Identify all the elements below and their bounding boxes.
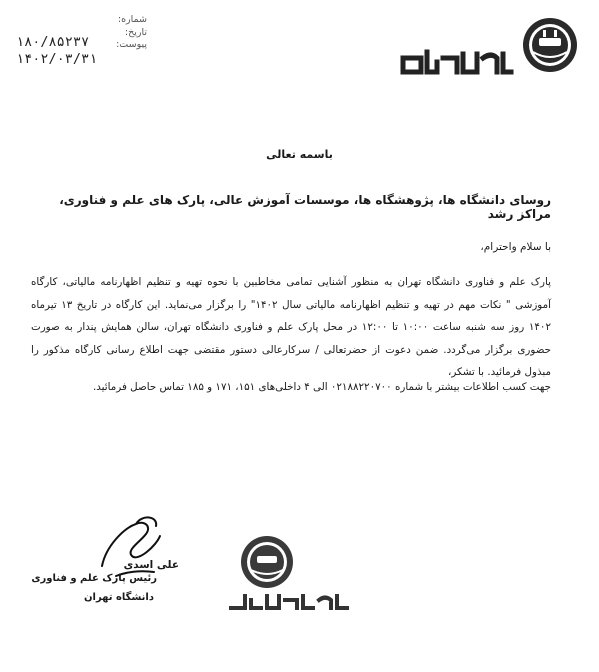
letter-number: ۱۸۰/۸۵۲۳۷: [16, 34, 90, 50]
official-stamp: [225, 528, 365, 618]
stamp-logo-icon: [225, 528, 365, 618]
greeting: با سلام واحترام،: [480, 241, 551, 253]
date-label: تاریخ:: [124, 26, 147, 38]
signatory-title: رئیس پارک علم و فناوری: [31, 573, 157, 584]
signatory-university: دانشگاه تهران: [84, 592, 154, 603]
recipients-line: روسای دانشگاه ها، پژوهشگاه ها، موسسات آموزش عالی، پارک های علم و فناوری، مراکز رشد: [59, 193, 551, 221]
park-logotype-icon: [397, 44, 517, 84]
park-logo: [379, 16, 579, 78]
letter-date: ۱۴۰۲/۰۳/۳۱: [16, 51, 98, 67]
signatory-name: علی اسدی: [123, 559, 179, 571]
attachment-label: پیوست:: [116, 39, 147, 50]
letter-meta-values: [16, 34, 97, 68]
university-seal-icon: [521, 16, 579, 74]
body-paragraph: پارک علم و فناوری دانشگاه تهران به منظور آشنایی تمامی مخاطبین با نحوه تهیه و تنظیم اظهارنامه مالیاتی، کارگاه آموزشی " نکات مهم در تهیه و تنظیم اظهارنامه مالیاتی سال ۱۴۰۲" را برگزار می‌نماید. این کارگاه در تاریخ ۱۳ تیرماه ۱۴۰۲ روز سه شنبه ساعت ۱۰:۰۰ تا ۱۲:۰۰ در محل پارک علم و فناوری دانشگاه تهران، سالن همایش پندار به صورت حضوری برگزار می‌گردد. ضمن دعوت از حضرتعالی / سرکارعالی دستور مقتضی جهت اطلاع رسانی کارگاه مذکور را مبذول فرمائید. با تشکر،: [31, 276, 551, 378]
contact-paragraph: جهت کسب اطلاعات بیشتر با شماره ۰۲۱۸۸۲۲۰۷۰۰ الی ۴ داخلی‌های ۱۵۱، ۱۷۱ و ۱۸۵ تماس حاصل فرمائید.: [93, 381, 551, 393]
basmala: باسمه تعالی: [266, 148, 333, 161]
number-label: شماره:: [117, 14, 147, 25]
